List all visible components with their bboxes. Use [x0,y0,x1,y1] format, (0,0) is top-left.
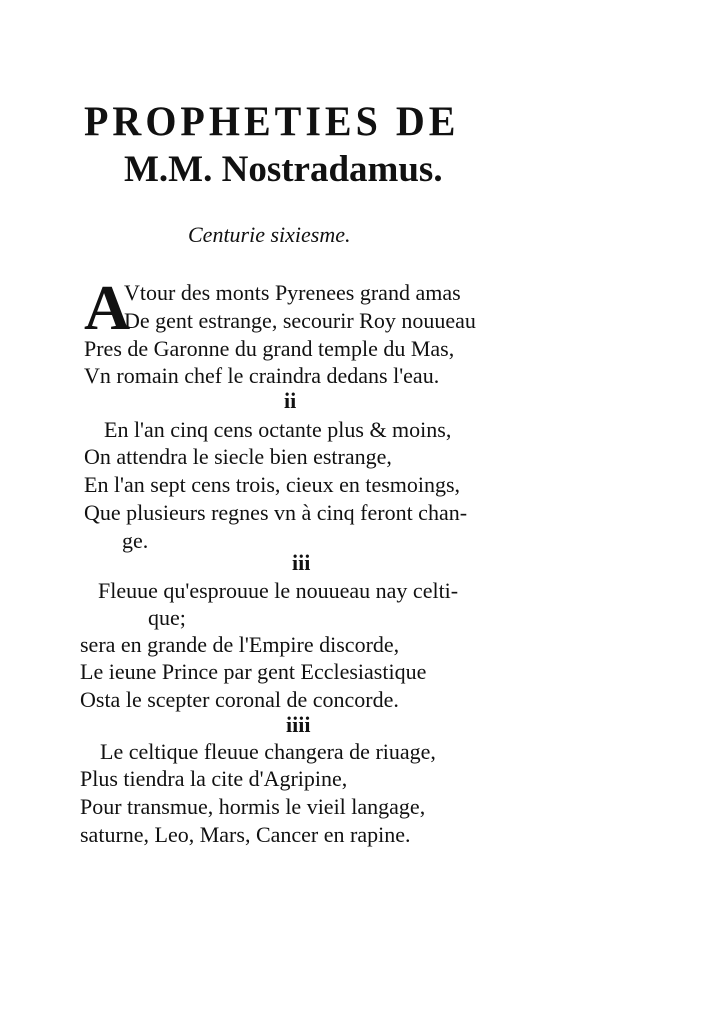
quatrain-4-line-3: Pour transmue, hormis le vieil langage, [80,794,426,819]
quatrain-3-line-2: que; [148,605,186,630]
drop-cap: A [84,272,131,343]
quatrain-2-line-3: En l'an sept cens trois, cieux en tesmoings, [84,472,461,497]
quatrain-3-line-3: sera en grande de l'Empire discorde, [80,632,400,657]
quatrain-3-numeral: iii [292,550,311,575]
quatrain-1-line-3: Pres de Garonne du grand temple du Mas, [84,336,455,361]
quatrain-2-line-1: En l'an cinq cens octante plus & moins, [104,417,452,442]
title-line-1: PROPHETIES DE [84,97,460,146]
quatrain-2-line-5: ge. [122,528,149,553]
section-title: Centurie sixiesme. [188,222,351,247]
title-line-2: M.M. Nostradamus. [124,149,443,190]
quatrain-1-line-1: Vtour des monts Pyrenees grand amas [124,280,461,305]
quatrain-1-line-2: De gent estrange, secourir Roy nouueau [124,308,476,333]
quatrain-2-line-4: Que plusieurs regnes vn à cinq feront chan- [84,500,468,525]
quatrain-2-numeral: ii [284,388,297,413]
quatrain-4-line-4: saturne, Leo, Mars, Cancer en rapine. [80,822,411,847]
quatrain-4-numeral: iiii [286,712,311,737]
quatrain-1-line-4: Vn romain chef le craindra dedans l'eau. [84,363,440,388]
quatrain-4-line-2: Plus tiendra la cite d'Agripine, [80,766,348,791]
quatrain-3-line-1: Fleuue qu'esprouue le nouueau nay celti- [98,578,459,603]
quatrain-3-line-5: Osta le scepter coronal de concorde. [80,687,399,712]
quatrain-3-line-4: Le ieune Prince par gent Ecclesiastique [80,659,427,684]
quatrain-4-line-1: Le celtique fleuue changera de riuage, [100,739,436,764]
quatrain-2-line-2: On attendra le siecle bien estrange, [84,444,392,469]
